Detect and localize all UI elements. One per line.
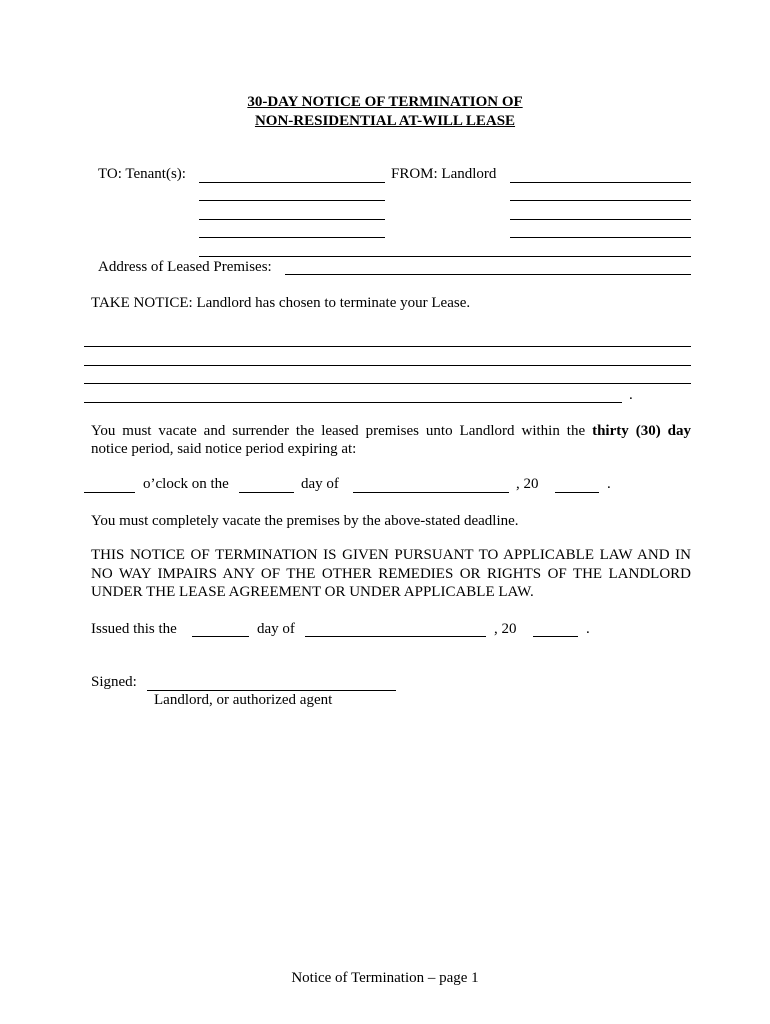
to-tenants-label: TO: Tenant(s): [98, 166, 186, 182]
day-blank[interactable] [239, 492, 294, 493]
address-line[interactable] [285, 274, 691, 275]
vacate-line-1: You must vacate and surrender the leased premises unto Landlord within the thirty (30) day [91, 423, 691, 439]
landlord-line-2[interactable] [510, 200, 691, 201]
reason-line-2[interactable] [84, 365, 691, 366]
landlord-line-1[interactable] [510, 182, 691, 183]
signer-caption: Landlord, or authorized agent [154, 692, 333, 708]
vacate-line-2: notice period, said notice period expiring at: [91, 441, 357, 457]
legal-line-2: NO WAY IMPAIRS ANY OF THE OTHER REMEDIES OR RIGHTS OF THE LANDLORD [91, 566, 691, 582]
month-blank[interactable] [353, 492, 509, 493]
reason-period: . [629, 387, 633, 403]
day-of-label: day of [301, 476, 339, 492]
tenant-line-2[interactable] [199, 200, 385, 201]
document-title-line-2: NON-RESIDENTIAL AT-WILL LEASE [254, 113, 516, 129]
from-landlord-label: FROM: Landlord [391, 166, 497, 182]
year-blank[interactable] [555, 492, 599, 493]
landlord-line-3[interactable] [510, 219, 691, 220]
issued-day-of-label: day of [257, 621, 295, 637]
issued-month-blank[interactable] [305, 636, 486, 637]
issued-period: . [586, 621, 590, 637]
tenant-line-4[interactable] [199, 237, 385, 238]
landlord-line-4[interactable] [510, 237, 691, 238]
signature-line[interactable] [147, 690, 396, 691]
tenant-line-1[interactable] [199, 182, 385, 183]
tenant-landlord-extra-line[interactable] [199, 256, 691, 257]
issued-day-blank[interactable] [192, 636, 249, 637]
issued-label: Issued this the [91, 621, 177, 637]
issued-year-blank[interactable] [533, 636, 578, 637]
oclock-label: o’clock on the [143, 476, 229, 492]
year-prefix: , 20 [516, 476, 539, 492]
reason-line-3[interactable] [84, 383, 691, 384]
signed-label: Signed: [91, 674, 137, 690]
take-notice-text: TAKE NOTICE: Landlord has chosen to terminate your Lease. [91, 295, 471, 311]
legal-line-1: THIS NOTICE OF TERMINATION IS GIVEN PURSUANT TO APPLICABLE LAW AND IN [91, 547, 691, 563]
reason-line-1[interactable] [84, 346, 691, 347]
legal-line-3: UNDER THE LEASE AGREEMENT OR UNDER APPLICABLE LAW. [91, 584, 534, 600]
document-title-line-1: 30-DAY NOTICE OF TERMINATION OF [247, 94, 523, 110]
reason-line-4[interactable] [84, 402, 622, 403]
address-label: Address of Leased Premises: [98, 259, 272, 275]
tenant-line-3[interactable] [199, 219, 385, 220]
deadline-text: You must completely vacate the premises by the above-stated deadline. [91, 513, 519, 529]
hour-blank[interactable] [84, 492, 135, 493]
issued-year-prefix: , 20 [494, 621, 517, 637]
page-footer: Notice of Termination – page 1 [291, 970, 479, 986]
date-period: . [607, 476, 611, 492]
